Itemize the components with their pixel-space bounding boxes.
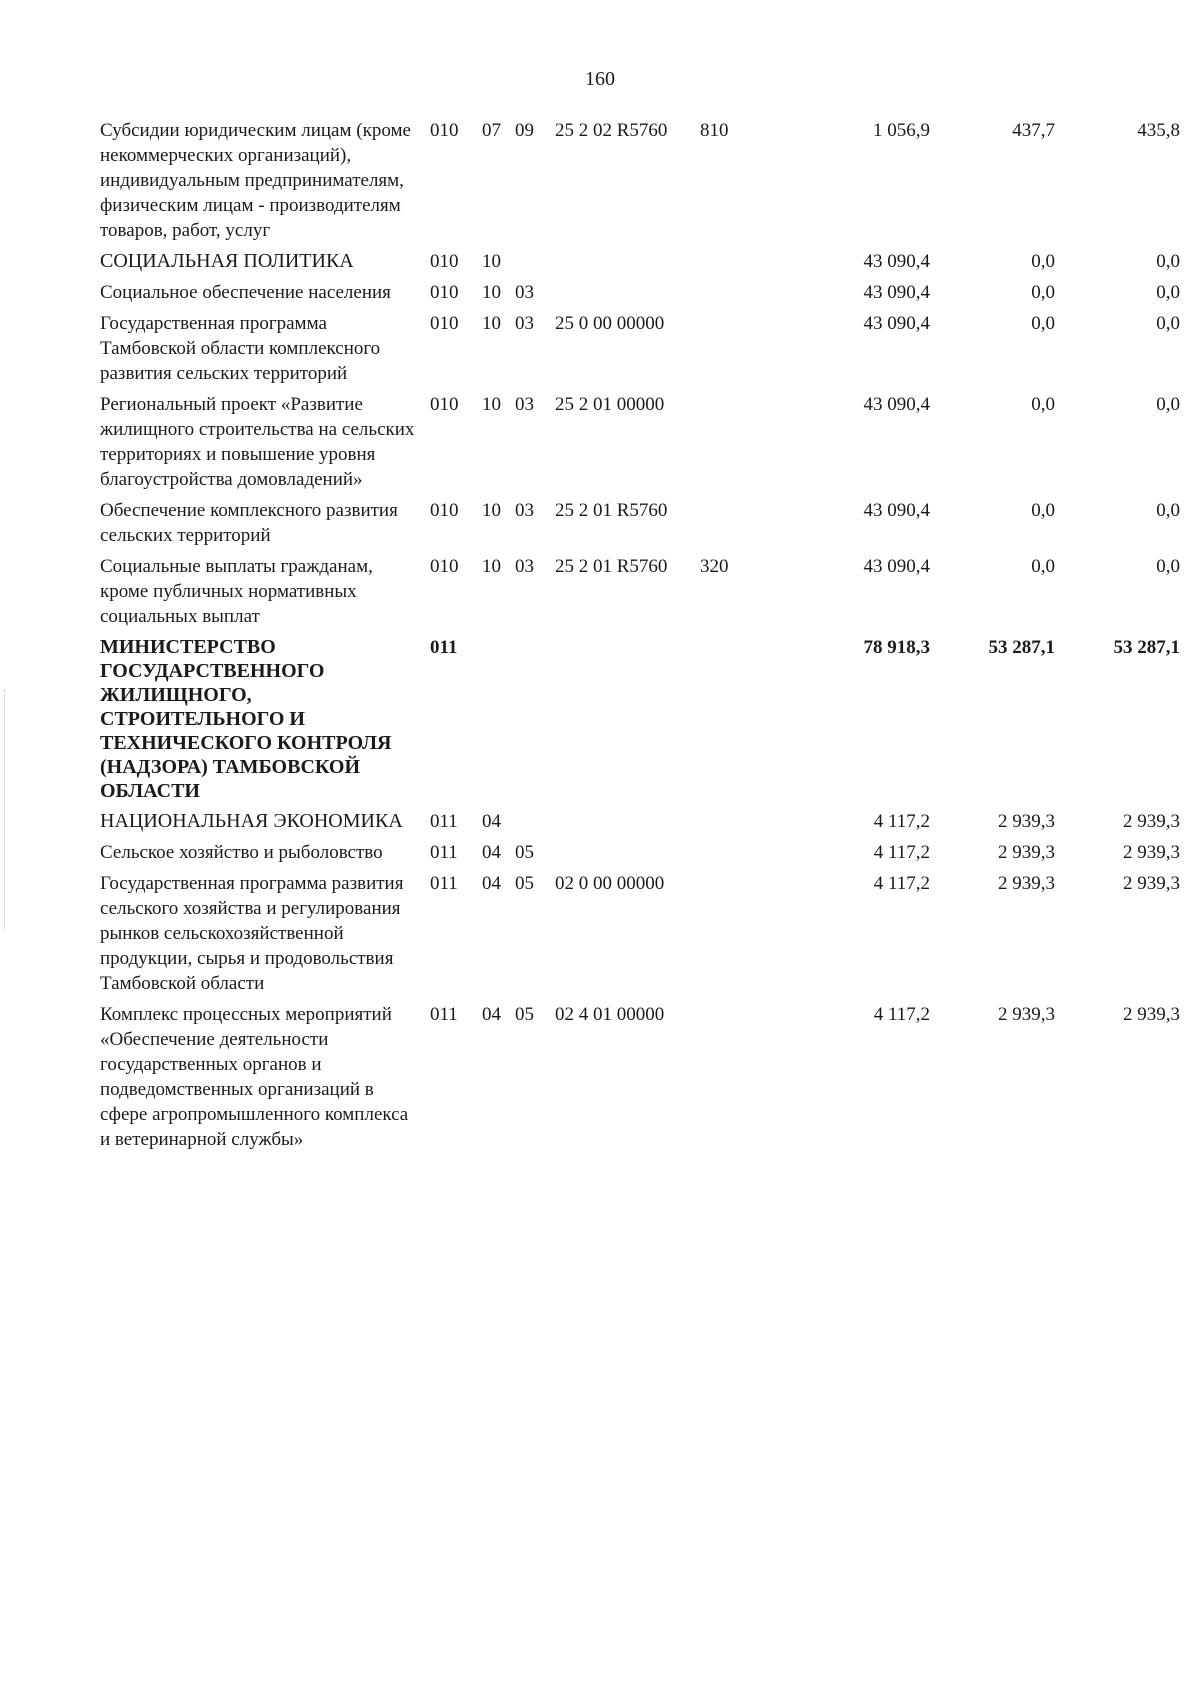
row-name: СОЦИАЛЬНАЯ ПОЛИТИКА [100,250,354,272]
row-subsection-code: 03 [515,556,534,577]
row-amount-year-1: 43 090,4 [863,313,930,334]
row-amount-year-2: 0,0 [1031,251,1055,272]
row-amount-year-1: 4 117,2 [873,842,930,863]
row-name: Региональный проект «Развитие жилищного строительства на сельских территориях и повышение уровня благоустройства домовладений» [100,394,415,490]
row-target-article-code: 25 2 01 R5760 [555,556,668,577]
row-target-article-code [555,280,700,311]
row-amount-year-3: 0,0 [1156,394,1180,415]
row-name: Субсидии юридическим лицам (кроме некоммерческих организаций), индивидуальным предпринимателям, физическим лицам - производителям товаров, работ, услуг [100,120,411,241]
row-department-code: 011 [430,873,458,894]
row-expense-type-code: 320 [700,556,729,577]
row-subsection-code: 09 [515,120,534,141]
row-amount-year-3: 0,0 [1156,500,1180,521]
table-row [100,392,1180,498]
row-amount-year-3: 0,0 [1156,556,1180,577]
row-department-code: 011 [430,637,458,658]
row-name: Социальные выплаты гражданам, кроме публичных нормативных социальных выплат [100,556,373,627]
row-department-code: 010 [430,282,459,303]
row-amount-year-2: 437,7 [1012,120,1055,141]
row-target-article-code: 25 2 02 R5760 [555,120,668,141]
row-department-code: 011 [430,811,458,832]
row-amount-year-3: 0,0 [1156,251,1180,272]
row-expense-type-code [700,280,770,311]
row-subsection-code: 03 [515,394,534,415]
row-target-article-code: 25 0 00 00000 [555,313,665,334]
row-amount-year-1: 4 117,2 [873,873,930,894]
table-row [100,554,1180,635]
table-row [100,311,1180,392]
row-name: МИНИСТЕРСТВО ГОСУДАРСТВЕННОГО ЖИЛИЩНОГО, СТРОИТЕЛЬНОГО И ТЕХНИЧЕСКОГО КОНТРОЛЯ (НАДЗОРА) ТАМБОВСКОЙ ОБЛАСТИ [100,636,392,802]
row-subsection-code: 05 [515,873,534,894]
row-target-article-code [555,635,700,809]
row-amount-year-2: 2 939,3 [998,811,1055,832]
table-row [100,498,1180,554]
row-target-article-code: 02 0 00 00000 [555,873,665,894]
row-section-code: 07 [482,120,501,141]
row-amount-year-2: 2 939,3 [998,1004,1055,1025]
row-amount-year-1: 4 117,2 [873,1004,930,1025]
row-expense-type-code [700,249,770,280]
table-body [100,118,1180,1158]
row-department-code: 011 [430,1004,458,1025]
row-department-code: 010 [430,120,459,141]
row-subsection-code: 03 [515,313,534,334]
row-amount-year-3: 0,0 [1156,282,1180,303]
row-amount-year-1: 4 117,2 [873,811,930,832]
row-amount-year-1: 43 090,4 [863,394,930,415]
row-subsection-code: 03 [515,500,534,521]
row-department-code: 010 [430,394,459,415]
row-amount-year-3: 0,0 [1156,313,1180,334]
row-department-code: 010 [430,500,459,521]
row-target-article-code [555,809,700,840]
row-expense-type-code [700,311,770,392]
row-department-code: 010 [430,251,459,272]
row-amount-year-2: 0,0 [1031,394,1055,415]
row-amount-year-1: 43 090,4 [863,500,930,521]
row-section-code: 04 [482,873,501,894]
row-amount-year-1: 43 090,4 [863,251,930,272]
row-amount-year-3: 53 287,1 [1113,637,1180,658]
table-row [100,1002,1180,1158]
row-name: НАЦИОНАЛЬНАЯ ЭКОНОМИКА [100,810,403,832]
row-subsection-code: 03 [515,282,534,303]
row-amount-year-1: 43 090,4 [863,282,930,303]
row-section-code: 10 [482,500,501,521]
row-name: Государственная программа развития сельского хозяйства и регулирования рынков сельскохозяйственной продукции, сырья и продовольствия Тамбовской области [100,873,404,994]
row-amount-year-2: 0,0 [1031,500,1055,521]
row-expense-type-code [700,840,770,871]
row-amount-year-3: 2 939,3 [1123,1004,1180,1025]
row-section-code: 10 [482,394,501,415]
row-subsection-code [515,635,555,809]
row-target-article-code: 25 2 01 R5760 [555,500,668,521]
row-section-code: 10 [482,282,501,303]
row-amount-year-3: 2 939,3 [1123,811,1180,832]
table-row [100,249,1180,280]
row-subsection-code: 05 [515,842,534,863]
row-amount-year-1: 78 918,3 [863,637,930,658]
row-expense-type-code [700,1002,770,1158]
page-number: 160 [585,68,615,90]
table-row [100,809,1180,840]
row-section-code: 10 [482,313,501,334]
row-amount-year-1: 1 056,9 [873,120,930,141]
row-department-code: 010 [430,313,459,334]
row-amount-year-2: 53 287,1 [988,637,1055,658]
row-subsection-code [515,249,555,280]
row-target-article-code [555,249,700,280]
row-department-code: 011 [430,842,458,863]
row-amount-year-2: 0,0 [1031,282,1055,303]
row-target-article-code: 25 2 01 00000 [555,394,665,415]
row-amount-year-3: 2 939,3 [1123,842,1180,863]
row-target-article-code: 02 4 01 00000 [555,1004,665,1025]
row-target-article-code [555,840,700,871]
row-expense-type-code [700,498,770,554]
row-amount-year-2: 0,0 [1031,313,1055,334]
row-expense-type-code [700,809,770,840]
row-name: Государственная программа Тамбовской области комплексного развития сельских территорий [100,313,381,384]
row-amount-year-3: 435,8 [1137,120,1180,141]
row-expense-type-code [700,635,770,809]
row-name: Сельское хозяйство и рыболовство [100,842,383,863]
row-subsection-code [515,809,555,840]
row-amount-year-3: 2 939,3 [1123,873,1180,894]
row-amount-year-2: 2 939,3 [998,842,1055,863]
row-expense-type-code [700,392,770,498]
table-row [100,118,1180,249]
row-section-code: 04 [482,1004,501,1025]
row-subsection-code: 05 [515,1004,534,1025]
row-name: Обеспечение комплексного развития сельских территорий [100,500,398,546]
scan-margin-marks [4,690,9,930]
row-section-code: 10 [482,251,501,272]
table-row [100,840,1180,871]
row-amount-year-1: 43 090,4 [863,556,930,577]
row-section-code: 10 [482,556,501,577]
table-row [100,871,1180,1002]
row-name: Комплекс процессных мероприятий «Обеспечение деятельности государственных органов и подведомственных организаций в сфере агропромышленного комплекса и ветеринарной службы» [100,1004,409,1150]
row-section-code [482,635,515,809]
row-name: Социальное обеспечение населения [100,282,391,303]
row-amount-year-2: 2 939,3 [998,873,1055,894]
row-expense-type-code: 810 [700,120,729,141]
table-row [100,280,1180,311]
row-department-code: 010 [430,556,459,577]
row-section-code: 04 [482,811,501,832]
row-expense-type-code [700,871,770,1002]
table-row [100,635,1180,809]
budget-table [100,118,1180,1158]
row-section-code: 04 [482,842,501,863]
row-amount-year-2: 0,0 [1031,556,1055,577]
